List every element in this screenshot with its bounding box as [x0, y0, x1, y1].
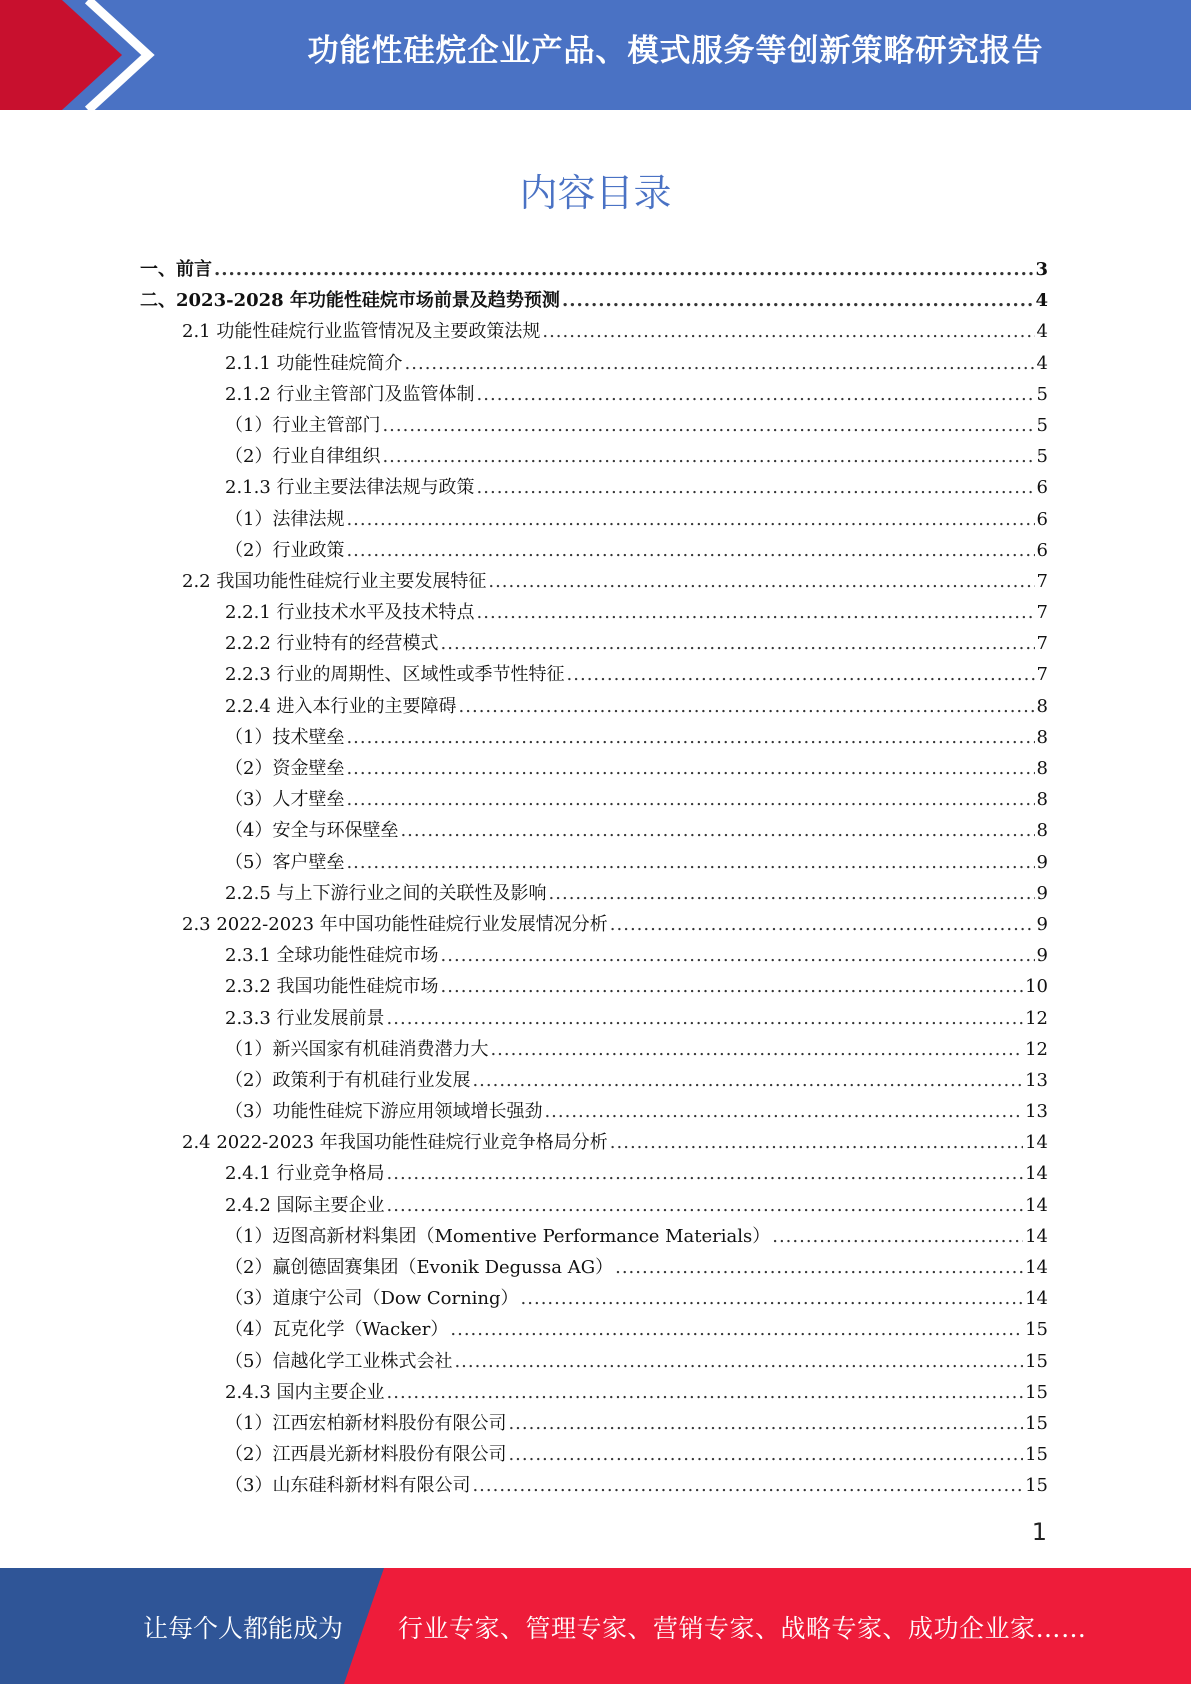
toc-entry[interactable]	[140, 597, 1048, 628]
toc-entry-label: 2.1.3 行业主要法律法规与政策	[225, 477, 475, 499]
toc-entry[interactable]	[140, 1377, 1048, 1408]
toc-entry-label: （2）江西晨光新材料股份有限公司	[225, 1444, 507, 1466]
toc-entry-page: 13	[1025, 1069, 1048, 1091]
toc-entry-label: 2.2.4 进入本行业的主要障碍	[225, 695, 457, 717]
toc-entry-label: 2.2.5 与上下游行业之间的关联性及影响	[225, 882, 547, 904]
toc-leader-dots	[472, 1065, 1023, 1096]
toc-entry[interactable]	[140, 1065, 1048, 1096]
toc-entry-page: 7	[1036, 633, 1048, 655]
toc-entry-label: 2.2.3 行业的周期性、区域性或季节性特征	[225, 664, 565, 686]
toc-entry[interactable]	[140, 1408, 1048, 1439]
toc-entry-page: 12	[1025, 1007, 1048, 1029]
toc-entry-label: 2.2.1 行业技术水平及技术特点	[225, 602, 475, 624]
toc-entry-label: 2.4.3 国内主要企业	[225, 1381, 385, 1403]
toc-entry-label: （3）功能性硅烷下游应用领域增长强劲	[225, 1101, 543, 1123]
toc-entry-page: 4	[1035, 290, 1048, 312]
toc-entry-page: 15	[1025, 1350, 1048, 1372]
toc-entry[interactable]	[140, 909, 1048, 940]
toc-entry-page: 14	[1025, 1132, 1048, 1154]
toc-list	[140, 254, 1048, 1502]
toc-entry[interactable]	[140, 316, 1048, 347]
toc-entry-label: （2）行业政策	[225, 539, 345, 561]
toc-entry-label: 2.4 2022-2023 年我国功能性硅烷行业竞争格局分析	[182, 1132, 608, 1154]
toc-entry-page: 15	[1025, 1319, 1048, 1341]
toc-leader-dots	[382, 410, 1034, 441]
toc-entry[interactable]	[140, 1096, 1048, 1127]
toc-entry-label: 一、前言	[140, 259, 212, 280]
toc-entry-page: 15	[1025, 1412, 1048, 1434]
toc-entry-page: 7	[1036, 664, 1048, 686]
toc-entry-label: （1）行业主管部门	[225, 414, 381, 436]
toc-leader-dots	[549, 878, 1035, 909]
toc-entry-label: 2.1.1 功能性硅烷简介	[225, 352, 403, 374]
toc-entry[interactable]	[140, 1346, 1048, 1377]
toc-entry-page: 8	[1036, 820, 1048, 842]
toc-entry-page: 15	[1025, 1444, 1048, 1466]
toc-entry[interactable]	[140, 254, 1048, 285]
toc-leader-dots	[346, 535, 1034, 566]
toc-entry-label: 2.3.2 我国功能性硅烷市场	[225, 976, 439, 998]
toc-entry-page: 13	[1025, 1101, 1048, 1123]
toc-entry[interactable]	[140, 1003, 1048, 1034]
toc-entry-page: 14	[1025, 1257, 1048, 1278]
toc-entry-page: 14	[1025, 1163, 1048, 1185]
toc-title: 内容目录	[519, 171, 672, 215]
toc-entry-label: 2.2.2 行业特有的经营模式	[225, 633, 439, 655]
toc-entry-page: 5	[1036, 414, 1048, 436]
toc-entry-page: 3	[1035, 259, 1048, 280]
toc-leader-dots	[450, 1314, 1023, 1345]
toc-entry-label: （2）赢创德固赛集团（Evonik Degussa AG）	[225, 1257, 614, 1278]
toc-entry[interactable]	[140, 1283, 1048, 1314]
toc-entry-label: （3）山东硅科新材料有限公司	[225, 1475, 471, 1497]
toc-entry-page: 15	[1025, 1381, 1048, 1403]
toc-entry-label: （1）江西宏柏新材料股份有限公司	[225, 1412, 507, 1434]
toc-entry[interactable]	[140, 878, 1048, 909]
toc-entry[interactable]	[140, 1439, 1048, 1470]
toc-leader-dots	[346, 753, 1034, 784]
toc-entry-page: 5	[1036, 383, 1048, 405]
toc-entry[interactable]	[140, 1034, 1048, 1065]
toc-entry-page: 10	[1025, 976, 1048, 998]
toc-entry-label: 二、2023-2028 年功能性硅烷市场前景及趋势预测	[140, 290, 560, 312]
toc-entry[interactable]	[140, 628, 1048, 659]
toc-entry-page: 7	[1036, 570, 1048, 592]
toc-leader-dots	[214, 254, 1033, 285]
toc-entry-label: （1）迈图高新材料集团（Momentive Performance Materials）	[225, 1225, 771, 1247]
toc-entry[interactable]	[140, 971, 1048, 1002]
toc-leader-dots	[387, 1377, 1024, 1408]
toc-entry[interactable]	[140, 784, 1048, 815]
toc-entry-label: （3）道康宁公司（Dow Corning）	[225, 1288, 519, 1310]
toc-entry[interactable]	[140, 1470, 1048, 1501]
toc-entry-label: 2.4.1 行业竞争格局	[225, 1163, 385, 1185]
toc-entry-page: 12	[1025, 1038, 1048, 1060]
toc-leader-dots	[382, 441, 1034, 472]
toc-entry-page: 7	[1036, 602, 1048, 624]
footer-slogan-left: 让每个人都能成为	[143, 1614, 344, 1643]
toc-entry-page: 5	[1036, 446, 1048, 468]
toc-entry-page: 4	[1036, 321, 1048, 343]
toc-entry[interactable]	[140, 535, 1048, 566]
toc-entry-page: 14	[1025, 1225, 1048, 1247]
toc-entry[interactable]	[140, 1252, 1048, 1283]
toc-leader-dots	[567, 659, 1035, 690]
toc-entry[interactable]	[140, 722, 1048, 753]
toc-leader-dots	[610, 1127, 1023, 1158]
toc-entry-label: （4）瓦克化学（Wacker）	[225, 1319, 449, 1341]
toc-leader-dots	[544, 1096, 1023, 1127]
toc-leader-dots	[488, 566, 1034, 597]
toc-entry[interactable]	[140, 379, 1048, 410]
toc-leader-dots	[441, 628, 1035, 659]
toc-entry-label: （2）行业自律组织	[225, 446, 381, 468]
toc-entry-label: 2.1 功能性硅烷行业监管情况及主要政策法规	[182, 321, 541, 343]
toc-entry-page: 9	[1036, 882, 1048, 904]
toc-entry-label: （1）新兴国家有机硅消费潜力大	[225, 1038, 489, 1060]
toc-entry-label: （1）技术壁垒	[225, 726, 345, 748]
toc-leader-dots	[508, 1408, 1023, 1439]
toc-entry[interactable]	[140, 940, 1048, 971]
toc-leader-dots	[400, 815, 1034, 846]
toc-entry-label: （5）客户壁垒	[225, 851, 345, 873]
toc-entry-label: 2.2 我国功能性硅烷行业主要发展特征	[182, 570, 487, 592]
toc-entry-page: 6	[1036, 508, 1048, 530]
toc-entry[interactable]	[140, 472, 1048, 503]
toc-entry-label: 2.3.1 全球功能性硅烷市场	[225, 945, 439, 967]
toc-leader-dots	[441, 940, 1035, 971]
toc-entry[interactable]	[140, 441, 1048, 472]
toc-entry[interactable]	[140, 410, 1048, 441]
toc-leader-dots	[472, 1470, 1023, 1501]
toc-entry-page: 14	[1025, 1288, 1048, 1310]
toc-entry-label: （2）资金壁垒	[225, 758, 345, 779]
page-number: 1	[1031, 1518, 1047, 1546]
report-title: 功能性硅烷企业产品、模式服务等创新策略研究报告	[307, 33, 1044, 69]
toc-entry-page: 9	[1036, 945, 1048, 967]
toc-entry-page: 8	[1036, 758, 1048, 779]
toc-leader-dots	[508, 1439, 1023, 1470]
toc-leader-dots	[477, 472, 1035, 503]
toc-leader-dots	[542, 316, 1034, 347]
toc-entry-label: 2.1.2 行业主管部门及监管体制	[225, 383, 475, 405]
toc-entry-page: 9	[1036, 913, 1048, 935]
report-footer	[0, 1568, 1191, 1684]
footer-slogan-right: 行业专家、管理专家、营销专家、战略专家、成功企业家……	[398, 1614, 1087, 1643]
toc-entry[interactable]	[140, 659, 1048, 690]
toc-leader-dots	[490, 1034, 1023, 1065]
toc-entry[interactable]	[140, 815, 1048, 846]
toc-entry[interactable]	[140, 1190, 1048, 1221]
toc-entry[interactable]	[140, 1158, 1048, 1189]
toc-entry-label: 2.3.3 行业发展前景	[225, 1007, 385, 1029]
toc-leader-dots	[477, 597, 1035, 628]
toc-leader-dots	[562, 285, 1034, 316]
toc-leader-dots	[615, 1252, 1023, 1283]
toc-entry-label: 2.3 2022-2023 年中国功能性硅烷行业发展情况分析	[182, 913, 608, 935]
toc-leader-dots	[405, 348, 1035, 379]
toc-entry-label: 2.4.2 国际主要企业	[225, 1194, 385, 1216]
toc-leader-dots	[454, 1346, 1023, 1377]
toc-entry-page: 6	[1036, 477, 1048, 499]
toc-leader-dots	[387, 1190, 1024, 1221]
toc-entry[interactable]	[140, 348, 1048, 379]
toc-entry-page: 14	[1025, 1194, 1048, 1216]
toc-entry-page: 6	[1036, 539, 1048, 561]
toc-entry[interactable]	[140, 504, 1048, 535]
toc-leader-dots	[387, 1003, 1024, 1034]
toc-leader-dots	[521, 1283, 1024, 1314]
toc-leader-dots	[610, 909, 1035, 940]
toc-entry-page: 15	[1025, 1475, 1048, 1497]
report-header	[0, 0, 1191, 110]
toc-entry[interactable]	[140, 566, 1048, 597]
toc-entry-page: 8	[1036, 726, 1048, 748]
toc-entry-page: 8	[1036, 789, 1048, 811]
toc-entry-label: （5）信越化学工业株式会社	[225, 1350, 453, 1372]
toc-entry[interactable]	[140, 753, 1048, 784]
toc-entry-label: （3）人才壁垒	[225, 789, 345, 811]
toc-entry-label: （1）法律法规	[225, 508, 345, 530]
toc-leader-dots	[346, 722, 1034, 753]
toc-entry[interactable]	[140, 1127, 1048, 1158]
toc-entry[interactable]	[140, 1314, 1048, 1345]
toc-leader-dots	[477, 379, 1035, 410]
toc-entry-page: 9	[1036, 851, 1048, 873]
toc-entry-label: （2）政策利于有机硅行业发展	[225, 1069, 471, 1091]
toc-entry[interactable]	[140, 285, 1048, 316]
toc-entry[interactable]	[140, 847, 1048, 878]
toc-entry-label: （4）安全与环保壁垒	[225, 820, 399, 842]
toc-leader-dots	[441, 971, 1024, 1002]
toc-leader-dots	[346, 784, 1034, 815]
toc-entry-page: 8	[1036, 695, 1048, 717]
toc-entry-page: 4	[1036, 352, 1048, 374]
toc-entry[interactable]	[140, 1221, 1048, 1252]
toc-leader-dots	[772, 1221, 1023, 1252]
toc-entry[interactable]	[140, 691, 1048, 722]
toc-leader-dots	[346, 504, 1034, 535]
toc-leader-dots	[346, 847, 1034, 878]
toc-leader-dots	[387, 1158, 1024, 1189]
toc-leader-dots	[459, 691, 1035, 722]
